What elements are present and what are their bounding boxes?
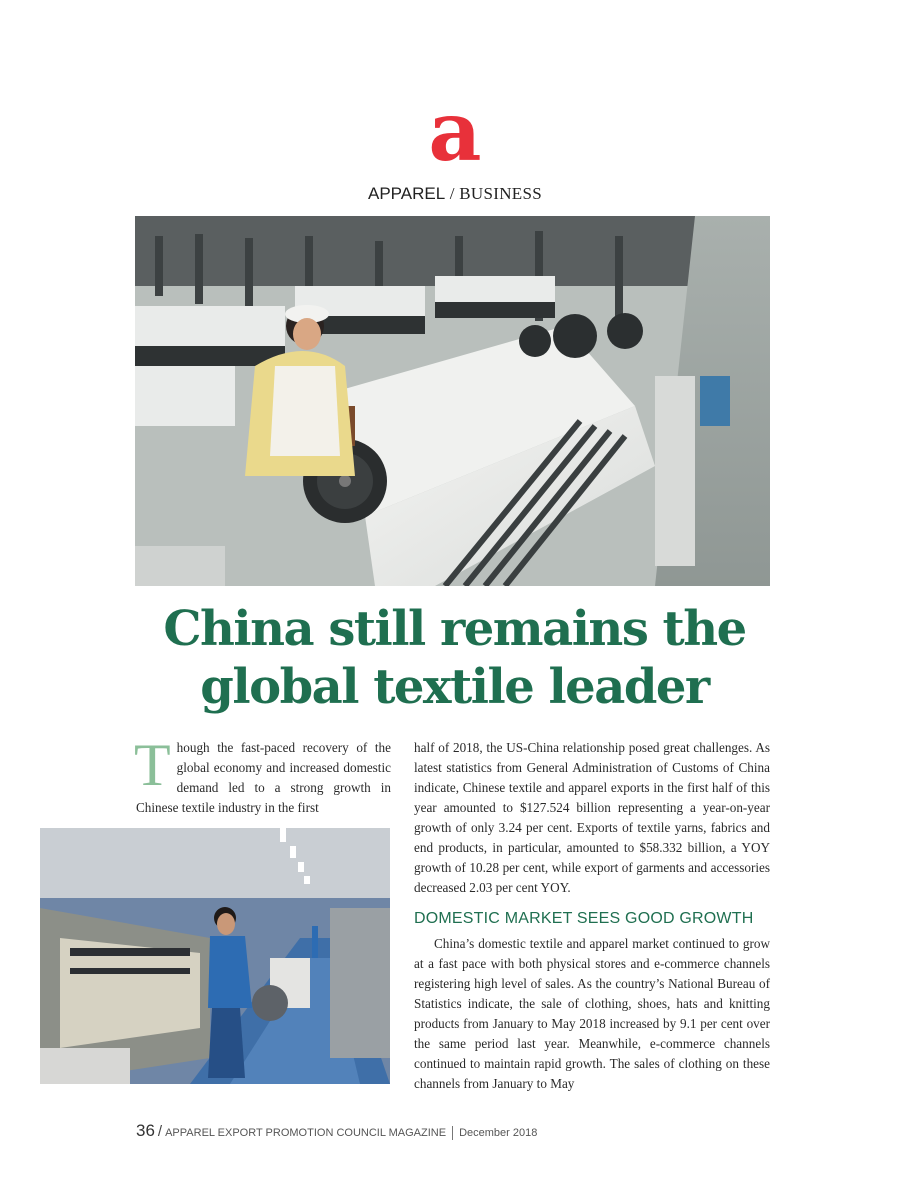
textile-loom-photo bbox=[135, 216, 770, 586]
footer-divider bbox=[452, 1126, 453, 1140]
article-intro-column bbox=[134, 732, 391, 818]
section-label bbox=[300, 184, 610, 204]
page-footer bbox=[136, 1121, 776, 1141]
publication-name: APPAREL EXPORT PROMOTION COUNCIL MAGAZINE bbox=[165, 1127, 447, 1139]
subsection-paragraph: China’s domestic textile and apparel market continued to grow at a fast pace with both physical stores and e-commerce channels registering high level of sales. As the country’s National Bureau of Statistics indicate, the sale of clothing, shoes, hats and knitting products from January to May 2018 increased by 9.1 per cent over the same period last year. Meanwhile, e-commerce channels continued to maintain rapid growth. The sales of clothing on these channels from January to May bbox=[414, 936, 770, 1091]
section-subheading: DOMESTIC MARKET SEES GOOD GROWTH bbox=[414, 910, 754, 927]
article-headline bbox=[120, 600, 789, 716]
intro-text: hough the fast-paced recovery of the global economy and increased domestic demand led to a strong growth in Chinese textile industry in the first bbox=[136, 740, 391, 815]
headline-line-1: China still remains the bbox=[163, 601, 746, 657]
knitting-factory-photo bbox=[40, 828, 390, 1084]
section-secondary: BUSINESS bbox=[459, 184, 542, 203]
drop-cap: T bbox=[134, 732, 171, 798]
body-paragraph: half of 2018, the US-China relationship posed great challenges. As latest statistics from General Administration of Customs of China indicate, Chinese textile and apparel exports in the first half of this year amounted to $127.524 billion representing a year-on-year growth of only 3.24 per cent. Exports of textile yarns, fabrics and end products, in particular, amounted to $58.332 billion, a YOY growth of 10.28 per cent, while export of garments and accessories decreased 2.03 per cent YOY. bbox=[414, 740, 770, 895]
section-primary: APPAREL bbox=[368, 184, 446, 203]
issue-date: December 2018 bbox=[459, 1127, 538, 1139]
article-body-column bbox=[414, 738, 770, 898]
section-separator: / bbox=[445, 184, 460, 203]
footer-slash: / bbox=[157, 1123, 163, 1140]
page-number: 36 bbox=[136, 1121, 155, 1140]
headline-line-2: global textile leader bbox=[200, 659, 709, 715]
subsection-column bbox=[414, 934, 770, 1094]
magazine-logo: a bbox=[428, 84, 482, 180]
